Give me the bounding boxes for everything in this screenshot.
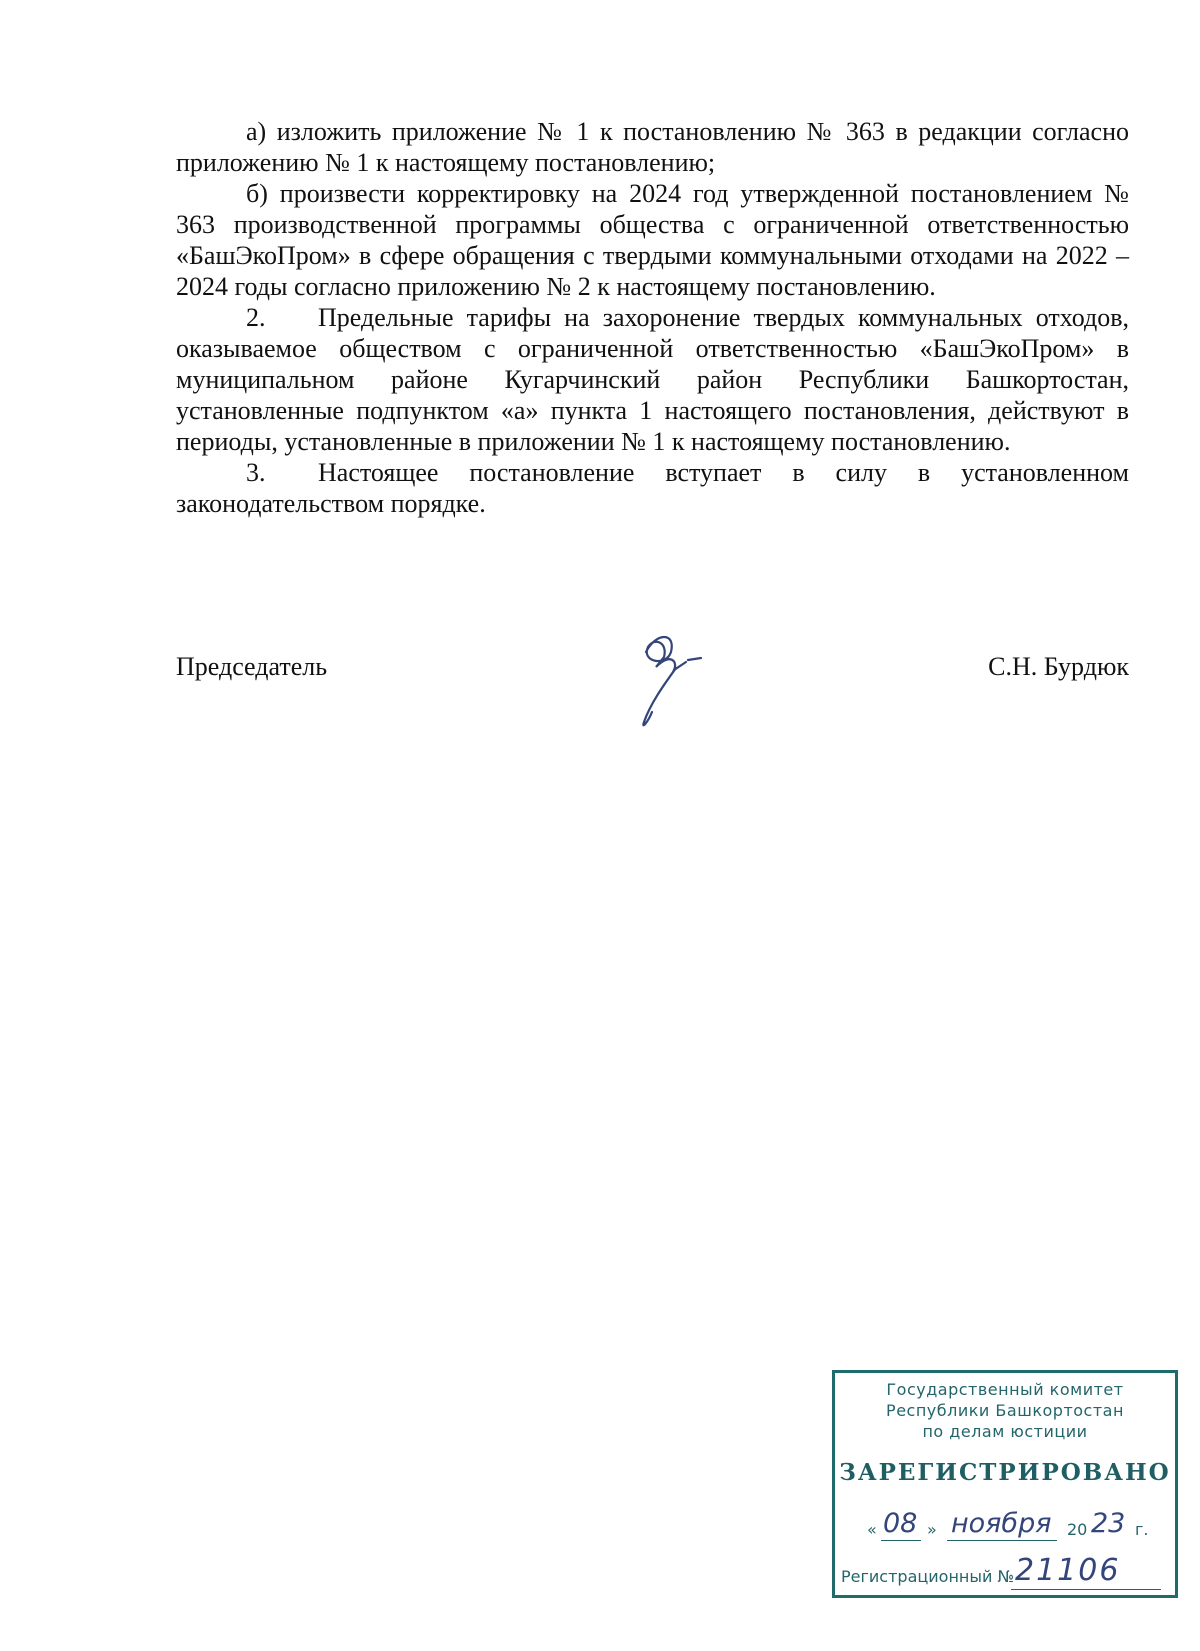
stamp-organization: [835, 1379, 1175, 1442]
stamp-day: 08: [883, 1508, 918, 1539]
registration-stamp: [832, 1370, 1178, 1598]
paragraph-a-text: а) изложить приложение № 1 к постановлению № 363 в редакции согласно приложению № 1 к настоящему постановлению;: [176, 117, 1129, 177]
document-body: [176, 116, 1129, 519]
stamp-reg-number: 21106: [1015, 1553, 1121, 1588]
paragraph-a: [176, 116, 1129, 178]
paragraph-2-number: 2.: [246, 303, 266, 332]
stamp-close-quote: »: [927, 1520, 937, 1539]
stamp-org-line-1: Государственный комитет: [886, 1380, 1124, 1399]
stamp-open-quote: «: [867, 1520, 877, 1539]
paragraph-3: [176, 457, 1129, 519]
paragraph-3-number: 3.: [246, 458, 266, 487]
stamp-year-unit: г.: [1135, 1520, 1149, 1539]
stamp-org-line-3: по делам юстиции: [922, 1422, 1088, 1441]
handwritten-signature: [616, 622, 706, 732]
stamp-day-line: [881, 1540, 921, 1541]
stamp-year-prefix: 20: [1067, 1520, 1088, 1539]
signatory-title: Председатель: [176, 652, 328, 681]
signature-block: [176, 652, 1129, 732]
stamp-number-line: [1011, 1589, 1161, 1590]
paragraph-b: [176, 178, 1129, 302]
stamp-year-suffix: 23: [1091, 1508, 1126, 1539]
paragraph-2: [176, 302, 1129, 457]
stamp-reg-label: Регистрационный №: [841, 1567, 1015, 1586]
signatory-name: С.Н. Бурдюк: [988, 652, 1129, 681]
stamp-month-line: [947, 1540, 1057, 1541]
paragraph-b-text: б) произвести корректировку на 2024 год утвержденной постановлением № 363 производственной программы общества с ограниченной ответственностью «БашЭкоПром» в сфере обращения с твердыми коммунальными отходами на 2022 – 2024 годы согласно приложению № 2 к настоящему постановлению.: [176, 179, 1129, 301]
paragraph-3-text: Настоящее постановление вступает в силу в установленном законодательством порядке.: [176, 458, 1129, 518]
stamp-status: ЗАРЕГИСТРИРОВАНО: [839, 1459, 1171, 1486]
stamp-registration-number: [841, 1555, 1171, 1591]
stamp-month: ноября: [951, 1508, 1052, 1539]
stamp-org-line-2: Республики Башкортостан: [886, 1401, 1124, 1420]
stamp-date: [867, 1508, 1167, 1544]
paragraph-2-text: Предельные тарифы на захоронение твердых коммунальных отходов, оказываемое обществом с ограниченной ответственностью «БашЭкоПром» в муниципальном районе Кугарчинский район Республики Башкортостан, установленные подпунктом «а» пункта 1 настоящего постановления, действуют в периоды, установленные в приложении № 1 к настоящему постановлению.: [176, 303, 1129, 456]
